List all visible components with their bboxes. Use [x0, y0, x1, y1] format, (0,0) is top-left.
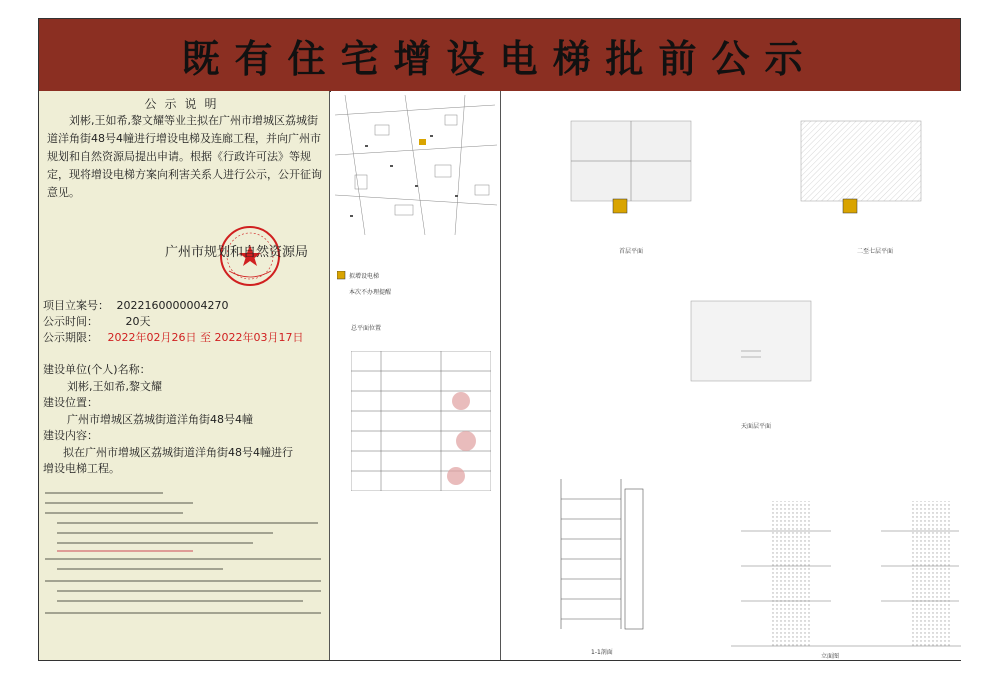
- project-code-label: 项目立案号：: [43, 299, 109, 312]
- period-row: [43, 329, 303, 345]
- title-bar: [39, 19, 960, 92]
- project-code-row: [43, 297, 228, 313]
- plan1-caption: 首层平面: [619, 248, 644, 255]
- fine-print-lines: [43, 489, 325, 621]
- notice-body: 刘彬,王如希,黎文耀等业主拟在广州市增城区荔城街道洋角街48号4幢进行增设电梯及连廊工程，并向广州市规划和自然资源局提出申请。根据《行政许可法》等规定，现将增设电梯方案向利害关系人进行公示，公开征询意见。: [47, 114, 322, 199]
- notice-heading: 公示说明: [144, 97, 225, 111]
- applicant-label: 建设单位(个人)名称：: [43, 363, 151, 376]
- elevation-caption: 立面图: [821, 653, 840, 660]
- duration-value: 20天: [125, 315, 151, 328]
- site-plan-caption: 总平面位置: [351, 325, 382, 332]
- content-label: 建设内容：: [43, 429, 98, 442]
- project-code-value: 2022160000004270: [116, 299, 229, 312]
- typical-floor-plan-drawing: [781, 111, 941, 221]
- location-label: 建设位置：: [43, 396, 98, 409]
- notice-panel: [39, 91, 330, 660]
- elevation-drawing: [731, 491, 961, 651]
- content-value-line2: 增设电梯工程。: [43, 462, 120, 475]
- period-value: 2022年02月26日 至 2022年03月17日: [107, 331, 304, 344]
- applicant-value: 刘彬,王如希,黎文耀: [67, 380, 162, 393]
- legend-existing-label: 本次不办理提醒: [349, 289, 392, 296]
- duration-row: [43, 313, 151, 329]
- legend-new-label: 拟增设电梯: [349, 273, 380, 280]
- section-caption: 1-1剖面: [591, 649, 613, 656]
- content-value-line1: 拟在广州市增城区荔城街道洋角街48号4幢进行: [63, 446, 293, 459]
- page-title: 既有住宅增设电梯批前公示: [181, 36, 818, 81]
- location-value: 广州市增城区荔城街道洋角街48号4幢: [67, 413, 253, 426]
- site-map-drawing: [335, 95, 497, 235]
- notice-frame: [38, 18, 961, 661]
- ground-floor-plan-drawing: [551, 111, 711, 221]
- issuer-name: 广州市规划和自然资源局: [165, 245, 309, 260]
- roof-plan-drawing: [671, 291, 831, 401]
- plan2-caption: 二至七层平面: [857, 248, 894, 255]
- period-label: 公示期限：: [43, 331, 98, 344]
- duration-label: 公示时间：: [43, 315, 98, 328]
- approval-table-drawing: [351, 351, 491, 491]
- plan3-caption: 天面层平面: [741, 423, 772, 430]
- elevator-drawings-panel: [501, 91, 961, 660]
- site-plan-panel: [331, 91, 501, 660]
- section-drawing: [551, 469, 661, 639]
